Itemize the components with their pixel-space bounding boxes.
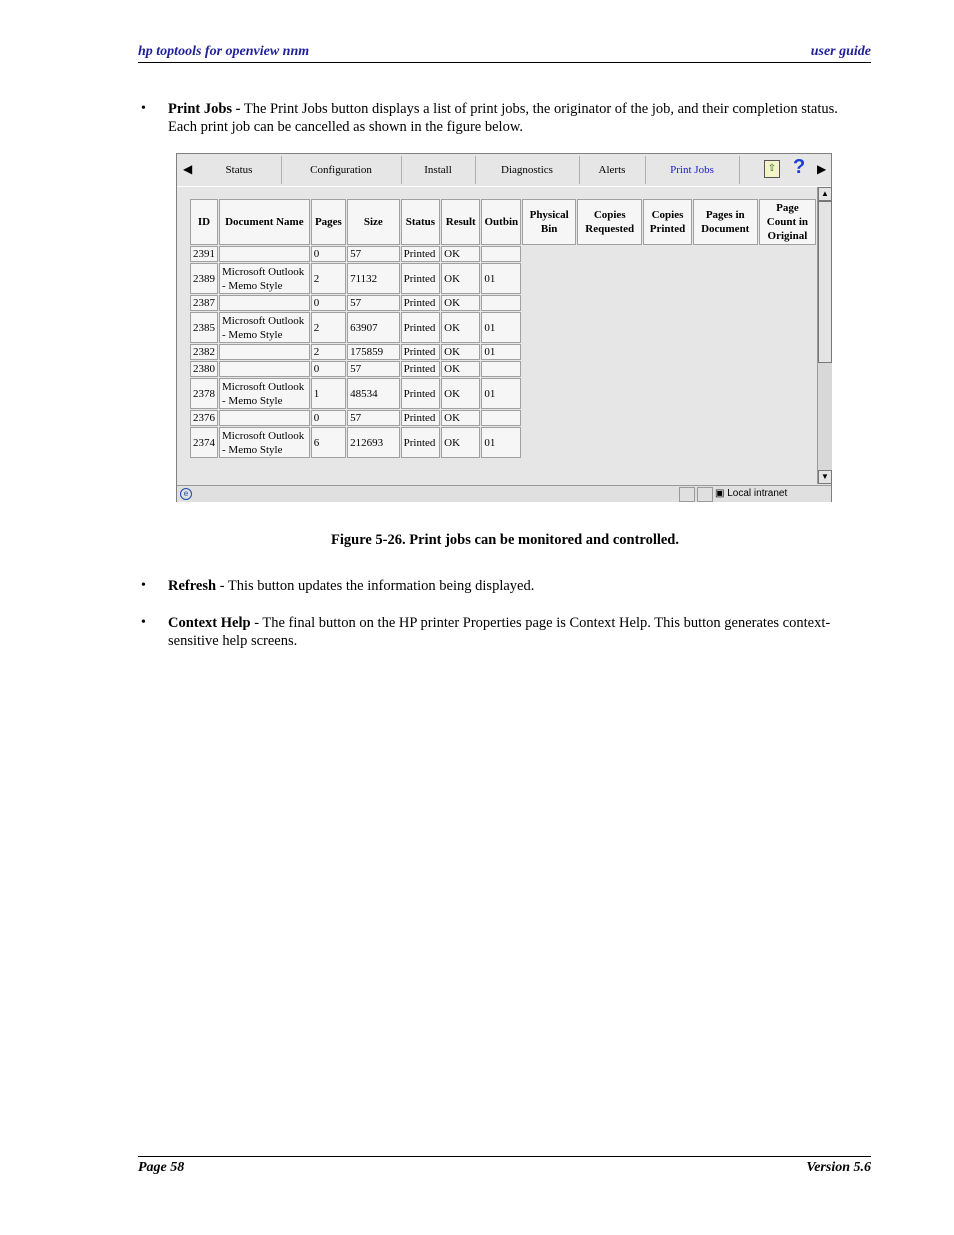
status-zone: ▣ Local intranet: [715, 488, 788, 499]
cell-size: 57: [347, 410, 400, 426]
cell-result: OK: [441, 246, 480, 262]
cell-doc: Microsoft Outlook - Memo Style: [219, 378, 310, 409]
cell-status: Printed: [401, 312, 441, 343]
bullet-term: Refresh: [168, 578, 217, 594]
page-footer: [138, 1156, 871, 1178]
status-zone-label: Local intranet: [727, 488, 788, 499]
empty-cell: [577, 246, 642, 262]
browser-status-bar: [177, 485, 831, 502]
cell-outbin: 01: [481, 427, 521, 458]
column-header: Result: [441, 199, 480, 245]
empty-cell: [759, 344, 816, 360]
print-jobs-screenshot: [176, 153, 832, 502]
empty-cell: [693, 263, 758, 294]
cell-id: 2389: [190, 263, 218, 294]
empty-cell: [759, 263, 816, 294]
empty-cell: [693, 361, 758, 377]
status-segment: [679, 487, 695, 502]
cell-doc: [219, 344, 310, 360]
table-row[interactable]: [190, 263, 816, 294]
empty-cell: [693, 378, 758, 409]
empty-cell: [759, 246, 816, 262]
cell-doc: Microsoft Outlook - Memo Style: [219, 427, 310, 458]
cell-size: 175859: [347, 344, 400, 360]
cell-doc: [219, 410, 310, 426]
empty-cell: [522, 263, 576, 294]
cell-outbin: [481, 295, 521, 311]
empty-cell: [522, 295, 576, 311]
empty-cell: [522, 246, 576, 262]
column-header: Size: [347, 199, 400, 245]
cell-pages: 2: [311, 344, 346, 360]
cell-pages: 2: [311, 263, 346, 294]
bullet-context-help: [141, 614, 858, 650]
scroll-down-icon[interactable]: ▼: [818, 470, 832, 484]
tab-status[interactable]: Status: [197, 156, 282, 184]
table-row[interactable]: [190, 295, 816, 311]
column-header: Copies Requested: [577, 199, 642, 245]
cell-result: OK: [441, 361, 480, 377]
cell-doc: [219, 361, 310, 377]
empty-cell: [693, 344, 758, 360]
empty-cell: [522, 312, 576, 343]
cell-id: 2382: [190, 344, 218, 360]
column-header: Physical Bin: [522, 199, 576, 245]
bullet-text: The Print Jobs button displays a list of print jobs, the originator of the job, and their completion status. Each print job can be cancelled as shown in the figure below.: [168, 101, 838, 135]
bullet-dot: •: [141, 578, 146, 593]
empty-cell: [577, 344, 642, 360]
tab-install[interactable]: Install: [401, 156, 476, 184]
cell-id: 2378: [190, 378, 218, 409]
cell-doc: [219, 246, 310, 262]
tab-alerts[interactable]: Alerts: [579, 156, 646, 184]
cell-outbin: [481, 410, 521, 426]
cell-size: 71132: [347, 263, 400, 294]
empty-cell: [759, 312, 816, 343]
cell-doc: Microsoft Outlook - Memo Style: [219, 312, 310, 343]
table-row[interactable]: [190, 410, 816, 426]
empty-cell: [693, 246, 758, 262]
cell-status: Printed: [401, 410, 441, 426]
cell-status: Printed: [401, 246, 441, 262]
cell-result: OK: [441, 427, 480, 458]
empty-cell: [693, 295, 758, 311]
scroll-up-icon[interactable]: ▲: [818, 187, 832, 201]
cell-size: 57: [347, 246, 400, 262]
column-header: Pages in Document: [693, 199, 758, 245]
empty-cell: [759, 378, 816, 409]
cell-pages: 6: [311, 427, 346, 458]
cell-status: Printed: [401, 344, 441, 360]
cell-pages: 1: [311, 378, 346, 409]
cell-pages: 0: [311, 246, 346, 262]
empty-cell: [643, 361, 691, 377]
scroll-left-arrow-icon[interactable]: ◀: [183, 162, 193, 176]
table-row[interactable]: [190, 361, 816, 377]
column-header: Copies Printed: [643, 199, 691, 245]
table-row[interactable]: [190, 312, 816, 343]
empty-cell: [643, 427, 691, 458]
column-header: Outbin: [481, 199, 521, 245]
table-row[interactable]: [190, 427, 816, 458]
empty-cell: [522, 344, 576, 360]
tab-print-jobs[interactable]: Print Jobs: [645, 156, 740, 184]
cell-id: 2391: [190, 246, 218, 262]
cell-result: OK: [441, 378, 480, 409]
tab-bar: [177, 154, 831, 187]
empty-cell: [577, 427, 642, 458]
print-jobs-table: [189, 198, 817, 459]
cell-result: OK: [441, 344, 480, 360]
cell-id: 2374: [190, 427, 218, 458]
empty-cell: [643, 246, 691, 262]
cell-result: OK: [441, 263, 480, 294]
ie-page-icon: e: [180, 488, 192, 500]
cell-id: 2380: [190, 361, 218, 377]
empty-cell: [759, 295, 816, 311]
cell-outbin: 01: [481, 344, 521, 360]
cell-id: 2387: [190, 295, 218, 311]
tab-configuration[interactable]: Configuration: [281, 156, 402, 184]
column-header: Page Count in Original: [759, 199, 816, 245]
empty-cell: [522, 361, 576, 377]
cell-result: OK: [441, 312, 480, 343]
cell-status: Printed: [401, 361, 441, 377]
cell-outbin: [481, 361, 521, 377]
cell-doc: Microsoft Outlook - Memo Style: [219, 263, 310, 294]
empty-cell: [522, 378, 576, 409]
table-row[interactable]: [190, 344, 816, 360]
column-header: Status: [401, 199, 441, 245]
empty-cell: [643, 295, 691, 311]
header-section: user guide: [810, 44, 871, 59]
empty-cell: [522, 410, 576, 426]
cell-status: Printed: [401, 378, 441, 409]
cell-status: Printed: [401, 295, 441, 311]
tab-diagnostics[interactable]: Diagnostics: [475, 156, 580, 184]
cell-id: 2376: [190, 410, 218, 426]
header-title: hp toptools for openview nnm: [138, 44, 310, 59]
empty-cell: [693, 312, 758, 343]
bullet-text: - The final button on the HP printer Properties page is Context Help. This button generates context-sensitive help screens.: [168, 615, 831, 649]
cell-status: Printed: [401, 263, 441, 294]
empty-cell: [643, 344, 691, 360]
empty-cell: [522, 427, 576, 458]
cell-result: OK: [441, 295, 480, 311]
bullet-refresh: [141, 577, 858, 595]
column-header: ID: [190, 199, 218, 245]
bullet-print-jobs: [141, 100, 858, 136]
bullet-term: Print Jobs -: [168, 101, 241, 117]
version-label: Version 5.6: [806, 1160, 871, 1175]
empty-cell: [643, 263, 691, 294]
cell-size: 57: [347, 361, 400, 377]
help-icon[interactable]: ?: [793, 156, 806, 178]
empty-cell: [693, 427, 758, 458]
cell-outbin: 01: [481, 263, 521, 294]
cell-status: Printed: [401, 427, 441, 458]
empty-cell: [577, 361, 642, 377]
empty-cell: [643, 378, 691, 409]
figure-caption: Figure 5-26. Print jobs can be monitored and controlled.: [331, 532, 679, 548]
cell-doc: [219, 295, 310, 311]
empty-cell: [759, 427, 816, 458]
cell-result: OK: [441, 410, 480, 426]
refresh-icon[interactable]: ⇧: [764, 160, 780, 178]
cell-outbin: [481, 246, 521, 262]
column-header: Document Name: [219, 199, 310, 245]
empty-cell: [577, 312, 642, 343]
table-row[interactable]: [190, 378, 816, 409]
status-segment: [697, 487, 713, 502]
bullet-dot: •: [141, 101, 146, 116]
cell-pages: 0: [311, 295, 346, 311]
cell-pages: 0: [311, 361, 346, 377]
empty-cell: [577, 410, 642, 426]
bullet-term: Context Help: [168, 615, 251, 631]
cell-size: 63907: [347, 312, 400, 343]
bullet-dot: •: [141, 615, 146, 630]
empty-cell: [759, 361, 816, 377]
cell-size: 48534: [347, 378, 400, 409]
empty-cell: [577, 263, 642, 294]
empty-cell: [759, 410, 816, 426]
page-number: Page 58: [138, 1160, 185, 1175]
empty-cell: [577, 295, 642, 311]
empty-cell: [693, 410, 758, 426]
empty-cell: [643, 312, 691, 343]
cell-size: 57: [347, 295, 400, 311]
page-header: [138, 44, 871, 63]
bullet-text: - This button updates the information being displayed.: [216, 578, 535, 594]
cell-pages: 0: [311, 410, 346, 426]
vertical-scrollbar[interactable]: [817, 187, 832, 484]
cell-size: 212693: [347, 427, 400, 458]
cell-outbin: 01: [481, 312, 521, 343]
jobs-content: [179, 188, 817, 483]
cell-outbin: 01: [481, 378, 521, 409]
empty-cell: [643, 410, 691, 426]
table-row[interactable]: [190, 246, 816, 262]
column-header: Pages: [311, 199, 346, 245]
scroll-thumb[interactable]: [818, 201, 832, 363]
empty-cell: [577, 378, 642, 409]
scroll-right-arrow-icon[interactable]: ▶: [817, 162, 827, 176]
table-header-row: [190, 199, 816, 245]
cell-pages: 2: [311, 312, 346, 343]
cell-id: 2385: [190, 312, 218, 343]
